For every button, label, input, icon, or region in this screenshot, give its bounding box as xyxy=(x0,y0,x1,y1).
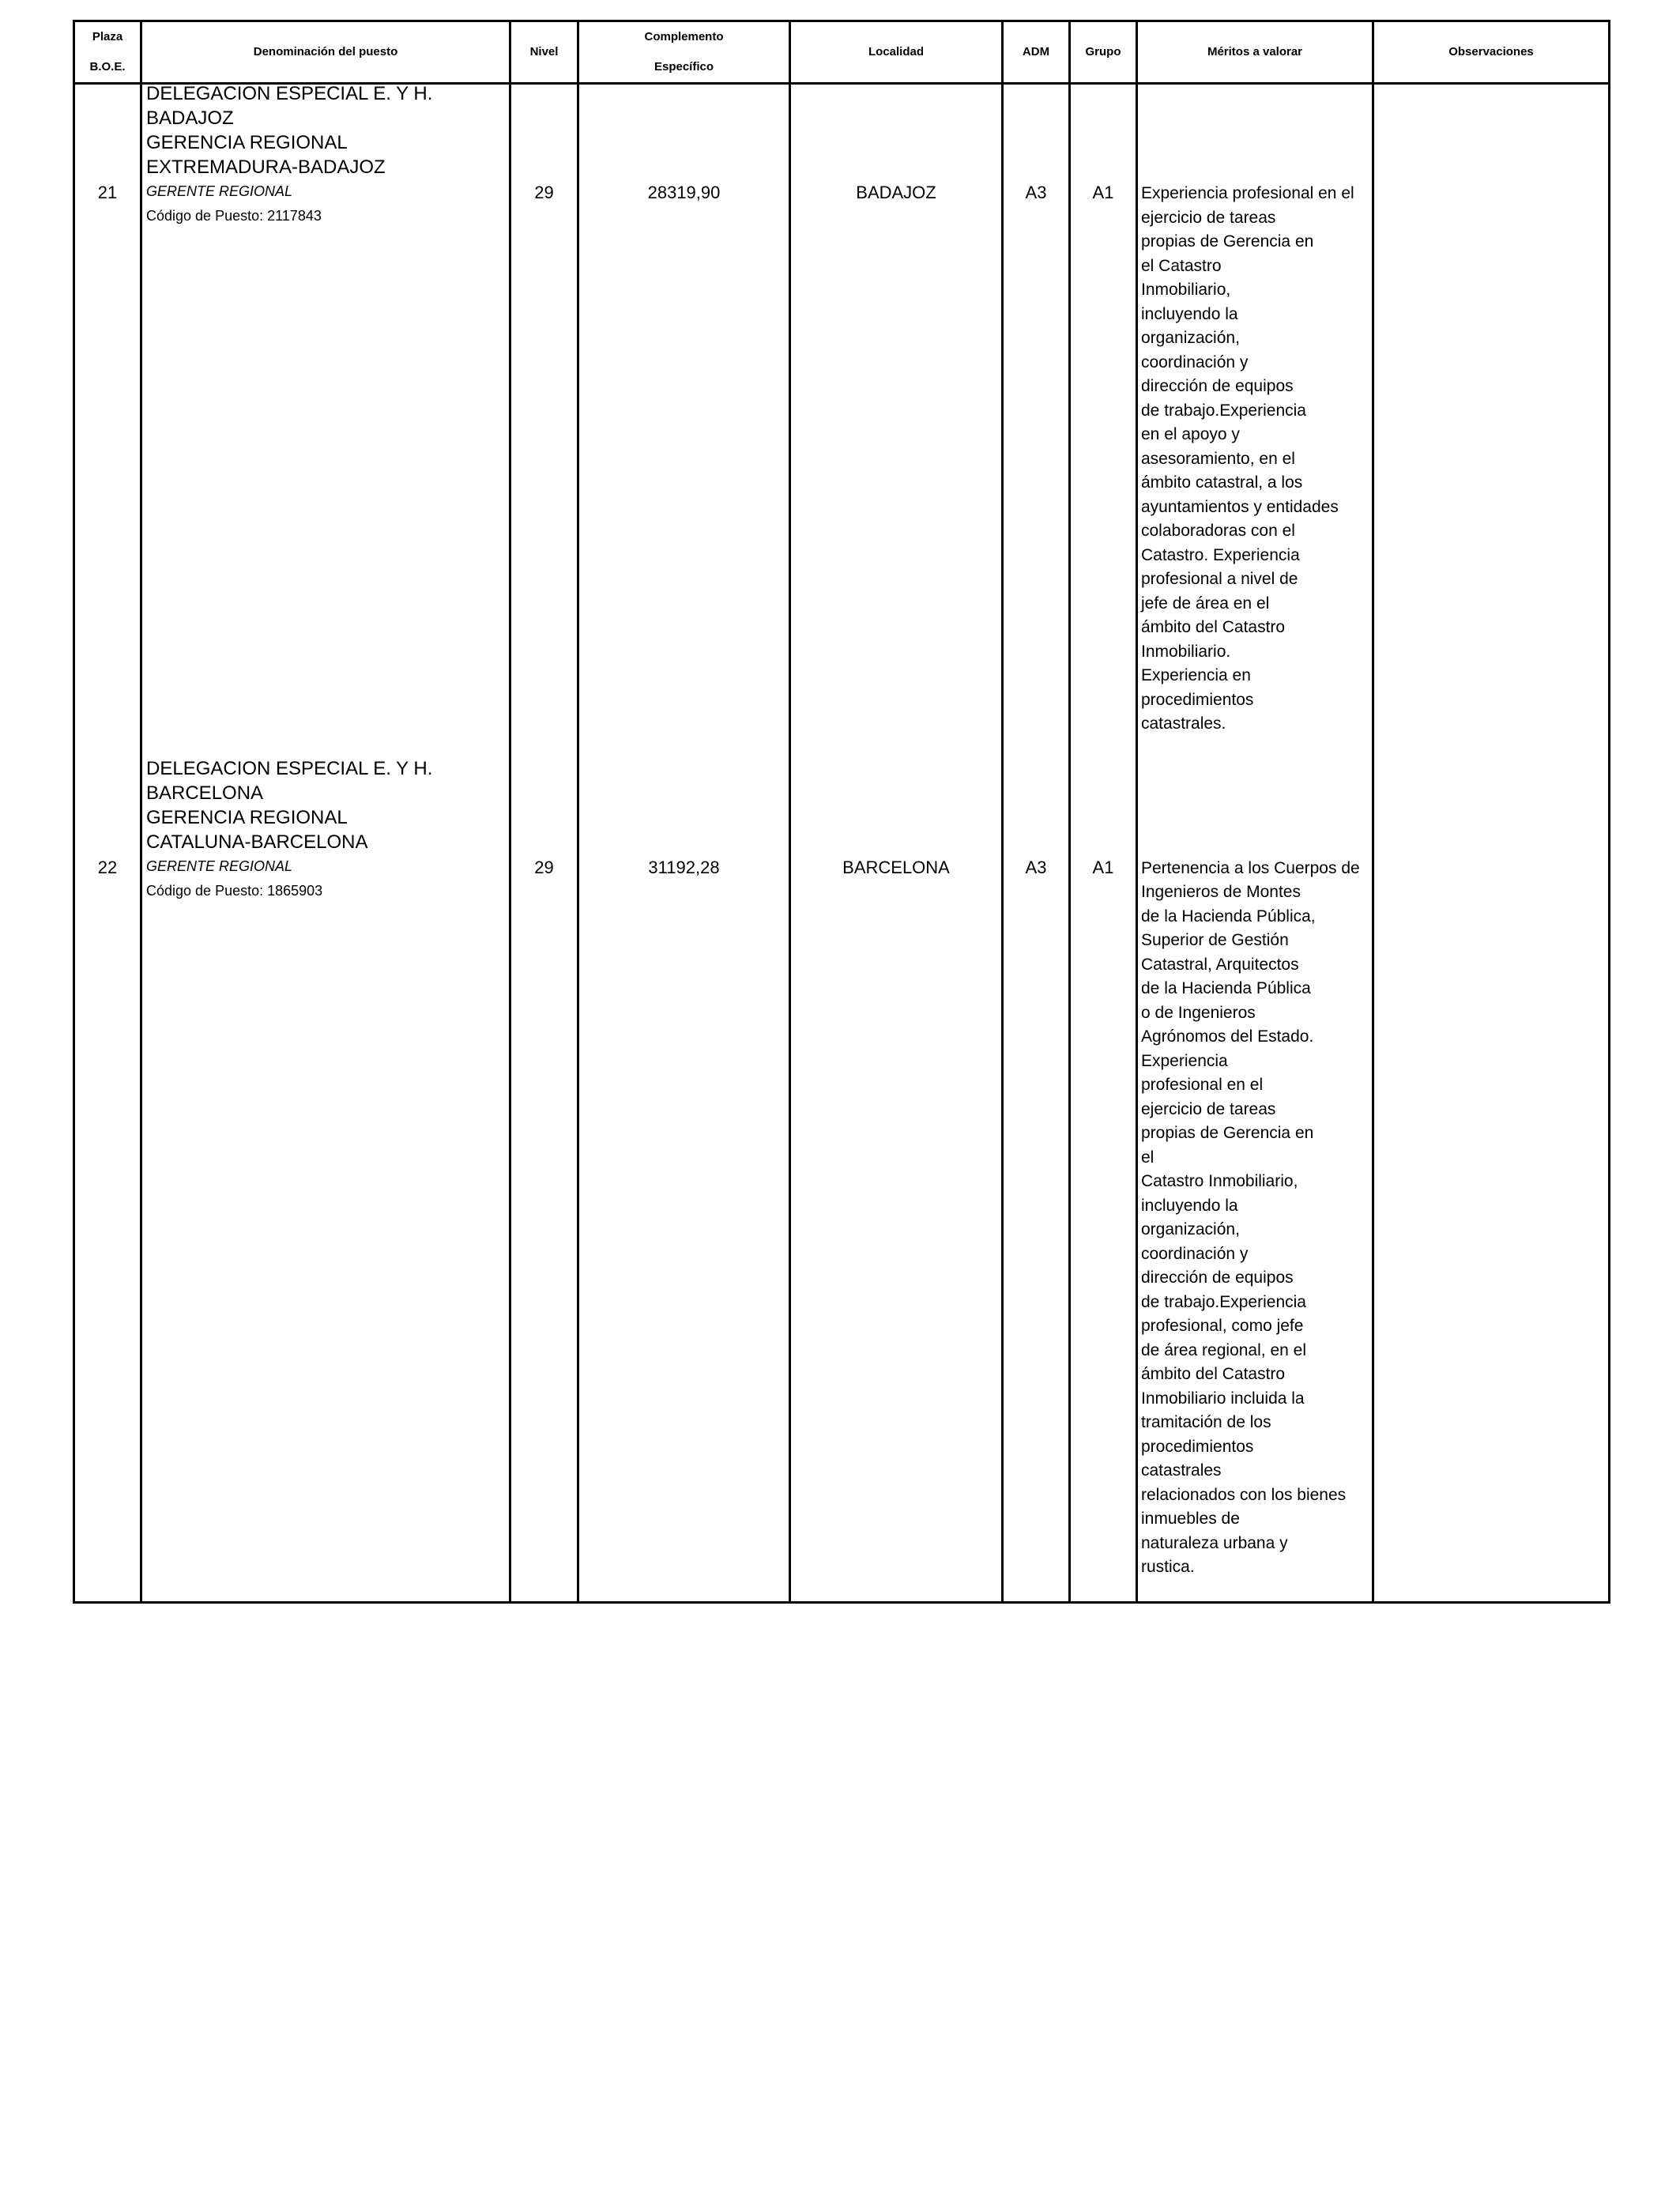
meritos-line: o de Ingenieros xyxy=(1141,1003,1256,1022)
meritos-line: profesional en el xyxy=(1141,1076,1264,1094)
meritos-line: profesional, como jefe xyxy=(1141,1317,1304,1335)
denominacion-line: BARCELONA xyxy=(146,782,264,804)
denominacion-cell xyxy=(141,757,510,1603)
header-nivel: Nivel xyxy=(510,21,578,84)
complemento-value: 28319,90 xyxy=(647,183,721,202)
meritos-line: Experiencia profesional en el xyxy=(1141,184,1354,202)
plaza-cell xyxy=(74,760,141,1603)
denominacion-line: GERENCIA REGIONAL xyxy=(146,806,348,828)
plaza-value: 22 xyxy=(97,857,118,877)
meritos-line: Superior de Gestión xyxy=(1141,931,1289,949)
meritos-line: naturaleza urbana y xyxy=(1141,1533,1288,1552)
meritos-line: tramitación de los xyxy=(1141,1413,1271,1431)
meritos-line: catastrales. xyxy=(1141,714,1226,733)
meritos-line: Inmobiliario incluida la xyxy=(1141,1389,1305,1408)
plaza-cell xyxy=(74,84,141,760)
meritos-line: Catastral, Arquitectos xyxy=(1141,955,1299,974)
header-plaza xyxy=(74,21,141,84)
meritos-line: de la Hacienda Pública, xyxy=(1141,907,1316,925)
denominacion-line: CATALUNA-BARCELONA xyxy=(146,831,368,853)
meritos-line: Pertenencia a los Cuerpos de xyxy=(1141,858,1360,877)
meritos-line: dirección de equipos xyxy=(1141,1269,1294,1287)
denominacion-cell xyxy=(141,84,510,760)
meritos-line: ámbito catastral, a los xyxy=(1141,473,1303,492)
meritos-line: asesoramiento, en el xyxy=(1141,449,1295,468)
denominacion-line: GERENCIA REGIONAL xyxy=(146,132,348,153)
meritos-line: ejercicio de tareas xyxy=(1141,1099,1276,1118)
meritos-line: colaboradoras con el xyxy=(1141,522,1295,540)
adm-cell xyxy=(1003,760,1070,1603)
meritos-line: coordinación y xyxy=(1141,1244,1249,1263)
meritos-line: el xyxy=(1141,1148,1155,1167)
meritos-line: incluyendo la xyxy=(1141,304,1238,323)
header-grupo: Grupo xyxy=(1070,21,1137,84)
meritos-line: rustica. xyxy=(1141,1558,1195,1576)
meritos-line: coordinación y xyxy=(1141,352,1249,371)
meritos-line: Inmobiliario, xyxy=(1141,281,1231,299)
meritos-line: organización, xyxy=(1141,1220,1240,1238)
header-plaza-line1: Plaza xyxy=(92,30,123,43)
meritos-line: incluyendo la xyxy=(1141,1196,1238,1215)
meritos-line: en el apoyo y xyxy=(1141,425,1240,443)
grupo-cell xyxy=(1070,84,1137,760)
meritos-cell xyxy=(1137,84,1373,760)
adm-cell xyxy=(1003,84,1070,760)
observaciones-cell xyxy=(1373,84,1610,760)
meritos-line: Inmobiliario. xyxy=(1141,642,1231,661)
meritos-line: propias de Gerencia en xyxy=(1141,232,1314,251)
adm-value: A3 xyxy=(1025,183,1047,202)
meritos-line: propias de Gerencia en xyxy=(1141,1124,1314,1142)
denominacion-line: BADAJOZ xyxy=(146,107,234,129)
header-complemento xyxy=(578,21,790,84)
denominacion-line: DELEGACION ESPECIAL E. Y H. xyxy=(146,83,433,104)
complemento-cell xyxy=(578,760,790,1603)
meritos-line: relacionados con los bienes xyxy=(1141,1485,1347,1504)
complemento-cell xyxy=(578,84,790,760)
meritos-line: Agrónomos del Estado. xyxy=(1141,1027,1314,1046)
denominacion-line: EXTREMADURA-BADAJOZ xyxy=(146,156,386,178)
header-meritos: Méritos a valorar xyxy=(1137,21,1373,84)
meritos-line: procedimientos xyxy=(1141,1437,1254,1456)
meritos-line: Catastro. Experiencia xyxy=(1141,545,1300,564)
nivel-cell xyxy=(510,760,578,1603)
header-plaza-line2: B.O.E. xyxy=(89,60,126,74)
puesto-title: GERENTE REGIONAL xyxy=(146,858,293,874)
header-observaciones: Observaciones xyxy=(1373,21,1610,84)
header-adm: ADM xyxy=(1003,21,1070,84)
table-row xyxy=(74,84,1610,760)
adm-value: A3 xyxy=(1025,857,1047,877)
meritos-line: Experiencia xyxy=(1141,1051,1228,1070)
localidad-value: BARCELONA xyxy=(842,857,950,877)
meritos-line: Ingenieros de Montes xyxy=(1141,883,1301,901)
meritos-line: catastrales xyxy=(1141,1461,1222,1480)
grupo-value: A1 xyxy=(1092,183,1114,202)
header-complemento-line2: Específico xyxy=(654,60,714,74)
plaza-value: 21 xyxy=(97,183,118,202)
meritos-line: de la Hacienda Pública xyxy=(1141,979,1311,997)
header-complemento-line1: Complemento xyxy=(644,30,724,43)
codigo-puesto: Código de Puesto: 1865903 xyxy=(146,882,323,899)
denominacion-line: DELEGACION ESPECIAL E. Y H. xyxy=(146,757,433,779)
meritos-line: ámbito del Catastro xyxy=(1141,618,1286,636)
meritos-line: Catastro Inmobiliario, xyxy=(1141,1172,1298,1190)
complemento-value: 31192,28 xyxy=(648,857,720,877)
localidad-cell xyxy=(790,84,1003,760)
meritos-line: profesional a nivel de xyxy=(1141,570,1298,588)
header-denominacion: Denominación del puesto xyxy=(141,21,510,84)
meritos-line: ayuntamientos y entidades xyxy=(1141,497,1339,516)
table-row xyxy=(74,760,1610,1603)
meritos-line: organización, xyxy=(1141,329,1240,347)
meritos-line: de área regional, en el xyxy=(1141,1340,1306,1359)
meritos-line: de trabajo.Experiencia xyxy=(1141,401,1306,420)
meritos-line: jefe de área en el xyxy=(1141,594,1270,613)
meritos-line: ámbito del Catastro xyxy=(1141,1365,1286,1383)
nivel-value: 29 xyxy=(534,857,554,877)
grupo-cell xyxy=(1070,760,1137,1603)
table-header-row xyxy=(74,21,1610,84)
localidad-cell xyxy=(790,760,1003,1603)
meritos-line: procedimientos xyxy=(1141,690,1254,709)
puesto-title: GERENTE REGIONAL xyxy=(146,183,293,199)
observaciones-cell xyxy=(1373,760,1610,1603)
meritos-line: de trabajo.Experiencia xyxy=(1141,1292,1306,1311)
meritos-line: ejercicio de tareas xyxy=(1141,208,1276,227)
localidad-value: BADAJOZ xyxy=(856,183,936,202)
plazas-table xyxy=(73,20,1610,1604)
meritos-cell xyxy=(1137,760,1373,1603)
codigo-puesto: Código de Puesto: 2117843 xyxy=(146,208,322,224)
meritos-line: Experiencia en xyxy=(1141,666,1251,684)
grupo-value: A1 xyxy=(1092,857,1114,877)
header-localidad: Localidad xyxy=(790,21,1003,84)
nivel-value: 29 xyxy=(534,183,554,202)
meritos-line: el Catastro xyxy=(1141,256,1222,275)
meritos-line: inmuebles de xyxy=(1141,1510,1240,1528)
nivel-cell xyxy=(510,84,578,760)
meritos-line: dirección de equipos xyxy=(1141,377,1294,395)
